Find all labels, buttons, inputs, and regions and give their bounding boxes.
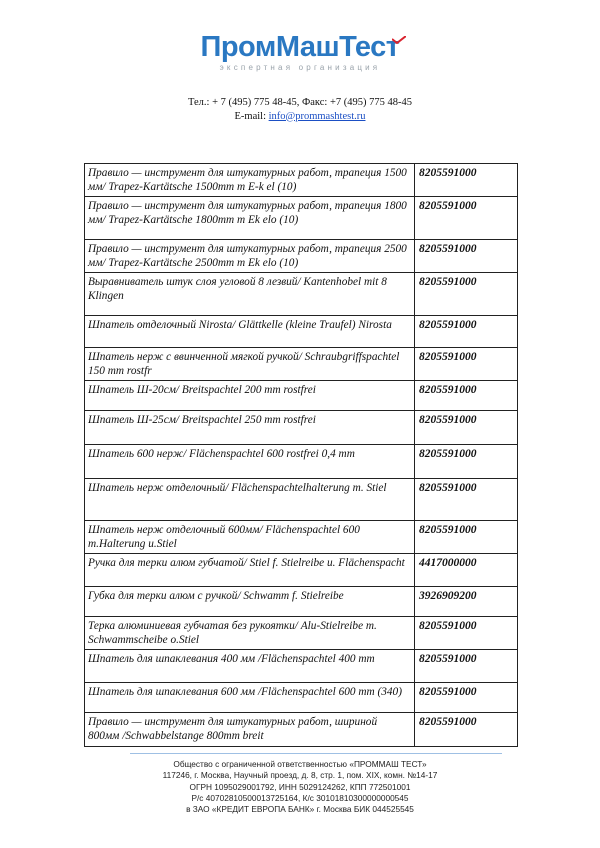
item-customs-code: 8205591000 — [415, 381, 518, 411]
footer-line: 117246, г. Москва, Научный проезд, д. 8, стр. 1, пом. XIX, комн. №14-17 — [162, 770, 438, 781]
table-row — [85, 713, 518, 747]
item-customs-code: 4417000000 — [415, 554, 518, 587]
customs-codes-table — [84, 163, 518, 747]
table-row — [85, 381, 518, 411]
table-row — [85, 617, 518, 650]
item-description: Шпатель для шпаклевания 400 мм /Flächenspachtel 400 mm — [85, 650, 415, 683]
table-row — [85, 479, 518, 521]
table-row — [85, 587, 518, 617]
item-description: Шпатель нерж отделочный/ Flächenspachtelhalterung m. Stiel — [85, 479, 415, 521]
email-link[interactable]: info@prommashtest.ru — [268, 110, 366, 122]
item-customs-code: 3926909200 — [415, 587, 518, 617]
phone-fax-line: Тел.: + 7 (495) 775 48-45, Факс: +7 (495) 775 48-45 — [187, 97, 413, 108]
table-row — [85, 411, 518, 445]
table-row — [85, 316, 518, 348]
item-customs-code: 8205591000 — [415, 411, 518, 445]
item-customs-code: 8205591000 — [415, 521, 518, 554]
item-customs-code: 8205591000 — [415, 273, 518, 316]
item-customs-code: 8205591000 — [415, 713, 518, 747]
item-description: Губка для терки алюм с ручкой/ Schwamm f. Stielreibe — [85, 587, 415, 617]
item-description: Шпатель для шпаклевания 600 мм /Flächenspachtel 600 mm (340) — [85, 683, 415, 713]
table-row — [85, 521, 518, 554]
item-description: Правило — инструмент для штукатурных работ, трапеция 2500 мм/ Trapez-Kartätsche 2500mm m Ek elo (10) — [85, 240, 415, 273]
item-description: Шпатель отделочный Nirosta/ Glättkelle (kleine Traufel) Nirosta — [85, 316, 415, 348]
table-body — [85, 164, 518, 747]
item-customs-code: 8205591000 — [415, 683, 518, 713]
table-row — [85, 197, 518, 240]
logo-wordmark — [200, 30, 399, 64]
item-description: Правило — инструмент для штукатурных работ, трапеция 1500 мм/ Trapez-Kartätsche 1500mm m E-k el (10) — [85, 164, 415, 197]
logo-tagline: экспертная организация — [219, 63, 381, 72]
item-customs-code: 8205591000 — [415, 164, 518, 197]
item-customs-code: 8205591000 — [415, 617, 518, 650]
item-description: Шпатель нерж отделочный 600мм/ Flächenspachtel 600 m.Halterung u.Stiel — [85, 521, 415, 554]
contact-info — [0, 96, 600, 123]
item-description: Шпатель Ш-25см/ Breitspachtel 250 mm rostfrei — [85, 411, 415, 445]
table-row — [85, 554, 518, 587]
table-row — [85, 273, 518, 316]
logo-checkmark-icon — [392, 36, 406, 44]
table-row — [85, 240, 518, 273]
item-customs-code: 8205591000 — [415, 445, 518, 479]
item-customs-code: 8205591000 — [415, 240, 518, 273]
table-row — [85, 164, 518, 197]
logo-text: ПромМашТест — [200, 31, 400, 63]
footer-line: ОГРН 1095029001792, ИНН 5029124262, КПП 772501001 — [189, 781, 411, 792]
table-row — [85, 348, 518, 381]
item-description: Выравниватель штук слоя угловой 8 лезвий/ Kantenhobel mit 8 Klingen — [85, 273, 415, 316]
item-customs-code: 8205591000 — [415, 479, 518, 521]
email-label: E-mail: — [234, 110, 266, 122]
item-customs-code: 8205591000 — [415, 197, 518, 240]
item-description: Шпатель нерж с ввинченной мягкой ручкой/ Schraubgriffspachtel 150 mm rostfr — [85, 348, 415, 381]
item-description: Правило — инструмент для штукатурных работ, трапеция 1800 мм/ Trapez-Kartätsche 1800mm m Ek elo (10) — [85, 197, 415, 240]
company-requisites — [0, 759, 600, 815]
table-row — [85, 445, 518, 479]
item-description: Ручка для терки алюм губчатой/ Stiel f. Stielreibe u. Flächenspacht — [85, 554, 415, 587]
item-customs-code: 8205591000 — [415, 348, 518, 381]
item-description: Правило — инструмент для штукатурных работ, шириной 800мм /Schwabbelstange 800mm breit — [85, 713, 415, 747]
item-customs-code: 8205591000 — [415, 316, 518, 348]
footer-divider — [130, 753, 502, 754]
item-description: Шпатель Ш-20см/ Breitspachtel 200 mm rostfrei — [85, 381, 415, 411]
email-line — [0, 110, 600, 124]
item-description: Терка алюминиевая губчатая без рукоятки/ Alu-Stielreibe m. Schwammscheibe o.Stiel — [85, 617, 415, 650]
company-logo — [0, 30, 600, 73]
item-customs-code: 8205591000 — [415, 650, 518, 683]
table-row — [85, 650, 518, 683]
footer-line: в ЗАО «КРЕДИТ ЕВРОПА БАНК» г. Москва БИК 044525545 — [186, 804, 414, 815]
table-row — [85, 683, 518, 713]
footer-line: Общество с ограниченной ответственностью «ПРОММАШ ТЕСТ» — [173, 759, 427, 769]
footer-line: Р/с 40702810500013725164, К/с 30101810300000000545 — [191, 792, 409, 803]
item-description: Шпатель 600 нерж/ Flächenspachtel 600 rostfrei 0,4 mm — [85, 445, 415, 479]
